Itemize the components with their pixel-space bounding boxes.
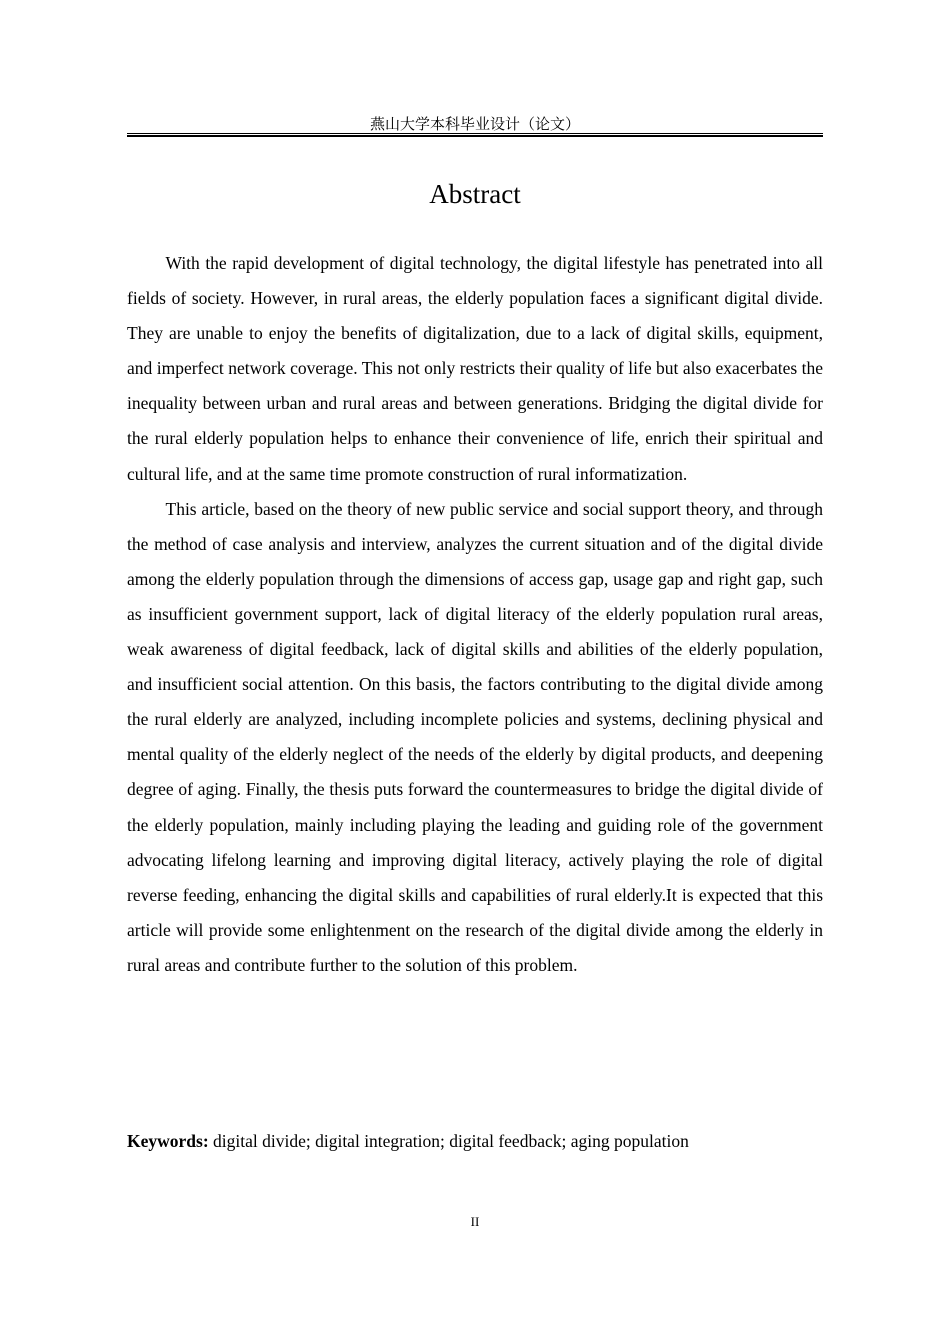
keywords-line: [127, 1124, 823, 1159]
section-title: Abstract: [429, 179, 521, 209]
header-rule-thin: [127, 133, 823, 134]
abstract-body: [127, 246, 823, 983]
abstract-paragraph-1: With the rapid development of digital technology, the digital lifestyle has penetrated into all fields of society. However, in rural areas, the elderly population faces a significant digital divide. They are unable to enjoy the benefits of digitalization, due to a lack of digital skills, equipment, and imperfect network coverage. This not only restricts their quality of life but also exacerbates the inequality between urban and rural areas and between generations. Bridging the digital divide for the rural elderly population helps to enhance their convenience of life, enrich their spiritual and cultural life, and at the same time promote construction of rural informatization.: [127, 253, 823, 484]
header-rule-thick: [127, 135, 823, 137]
keywords-label: Keywords:: [127, 1131, 209, 1151]
keywords-text: digital divide; digital integration; digital feedback; aging population: [213, 1131, 689, 1151]
abstract-paragraph-2: This article, based on the theory of new public service and social support theory, and through the method of case analysis and interview, analyzes the current situation and of the digital divide among the elderly population through the dimensions of access gap, usage gap and right gap, such as insufficient government support, lack of digital literacy of the elderly population rural areas, weak awareness of digital feedback, lack of digital skills and abilities of the elderly population, and insufficient social attention. On this basis, the factors contributing to the digital divide among the rural elderly are analyzed, including incomplete policies and systems, declining physical and mental quality of the elderly neglect of the needs of the elderly by digital products, and deepening degree of aging. Finally, the thesis puts forward the countermeasures to bridge the digital divide of the elderly population, mainly including playing the leading and guiding role of the government advocating lifelong learning and improving digital literacy, actively playing the role of digital reverse feeding, enhancing the digital skills and capabilities of rural elderly.It is expected that this article will provide some enlightenment on the research of the digital divide among the elderly in rural areas and contribute further to the solution of this problem.: [127, 498, 823, 975]
running-header: 燕山大学本科毕业设计（论文）: [369, 115, 580, 133]
page-number: II: [470, 1214, 480, 1229]
